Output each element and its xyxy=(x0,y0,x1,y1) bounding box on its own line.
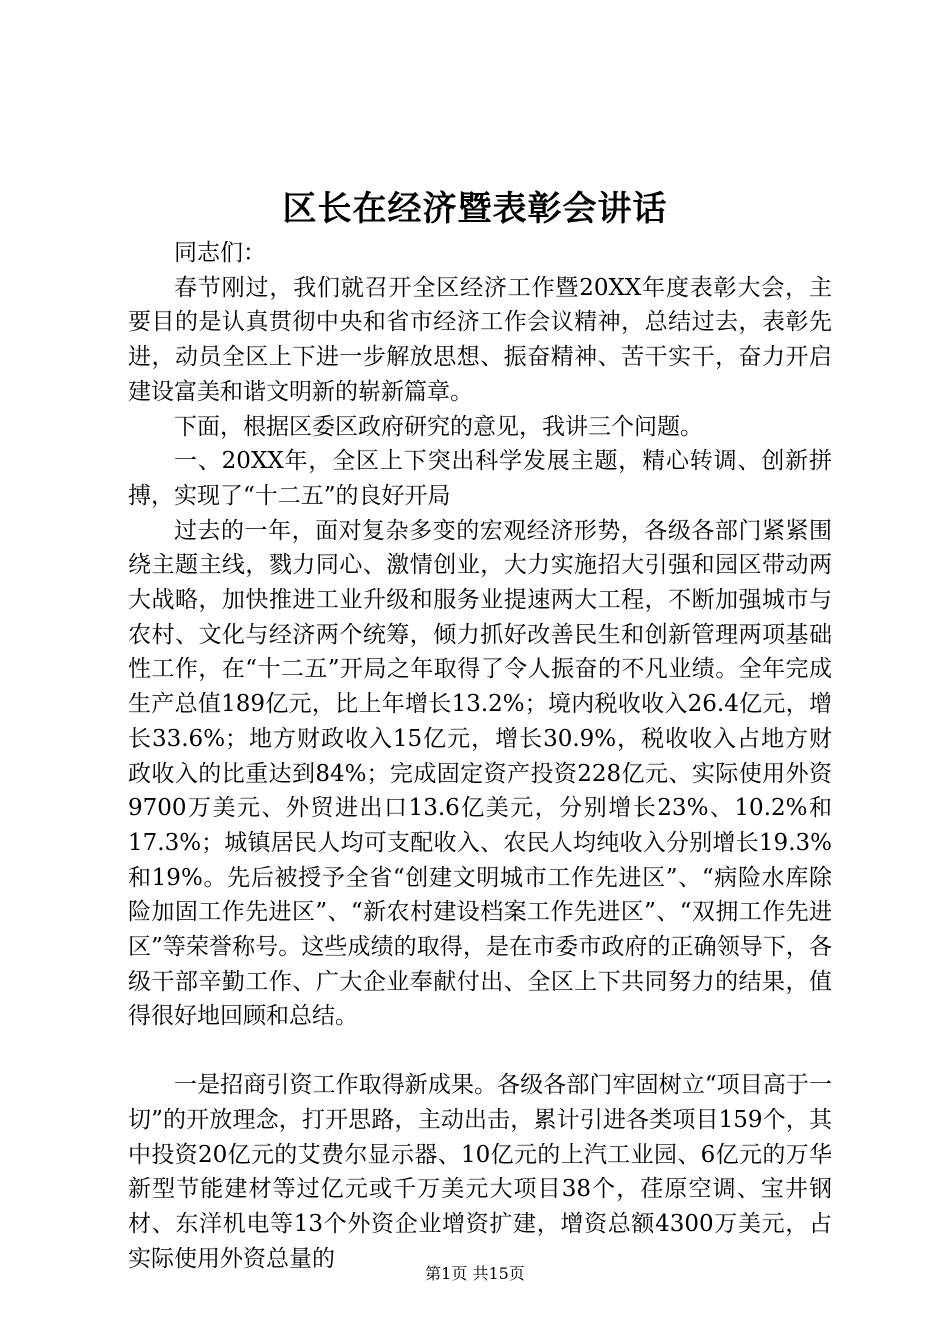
paragraph-outline: 下面，根据区委区政府研究的意见，我讲三个问题。 xyxy=(174,413,703,440)
paragraph-review: 过去的一年，面对复杂多变的宏观经济形势，各级各部门紧紧围绕主题主线，戮力同心、激情创业，大力实施招大引强和园区带动两大战略，加快推进工业升级和服务业提速两大工程，不断加强城市与农村、文化与经济两个统筹，倾力抓好改善民生和创新管理两项基础性工作，在“十二五”开局之年取得了令人振奋的不凡业绩。全年完成生产总值189亿元，比上年增长13.2%；境内税收收入26.4亿元，增长33.6%；地方财政收入15亿元，增长30.9%，税收收入占地方财政收入的比重达到84%；完成固定资产投资228亿元、实际使用外资9700万美元、外贸进出口13.6亿美元，分别增长23%、10.2%和17.3%；城镇居民人均可支配收入、农民人均纯收入分别增长19.3%和19%。先后被授予全省“创建文明城市工作先进区”、“病险水库除险加固工作先进区”、“新农村建设档案工作先进区”、“双拥工作先进区”等荣誉称号。这些成绩的取得，是在市委市政府的正确领导下，各级干部辛勤工作、广大企业奉献付出、全区上下共同努力的结果，值得很好地回顾和总结。 xyxy=(128,517,832,1030)
paragraph-intro: 春节刚过，我们就召开全区经济工作暨20XX年度表彰大会，主要目的是认真贯彻中央和省市经济工作会议精神，总结过去，表彰先进，动员全区上下进一步解放思想、振奋精神、苦干实干，奋力开启建设富美和谐文明新的崭新篇章。 xyxy=(128,274,832,405)
document-title: 区长在经济暨表彰会讲话 xyxy=(282,189,668,229)
document-body xyxy=(128,236,832,1276)
page-number: 第1页 共15页 xyxy=(425,1264,525,1283)
paragraph-investment: 一是招商引资工作取得新成果。各级各部门牢固树立“项目高于一切”的开放理念，打开思路，主动出击，累计引进各类项目159个，其中投资20亿元的艾费尔显示器、10亿元的上汽工业园、6亿元的万华新型节能建材等过亿元或千万美元大项目38个，荏原空调、宝井钢材、东洋机电等13个外资企业增资扩建，增资总额4300万美元，占实际使用外资总量的 xyxy=(128,1072,832,1272)
salutation: 同志们： xyxy=(174,240,266,266)
section-heading-1: 一、20XX年，全区上下突出科学发展主题，精心转调、创新拼搏，实现了“十二五”的良好开局 xyxy=(128,448,832,509)
